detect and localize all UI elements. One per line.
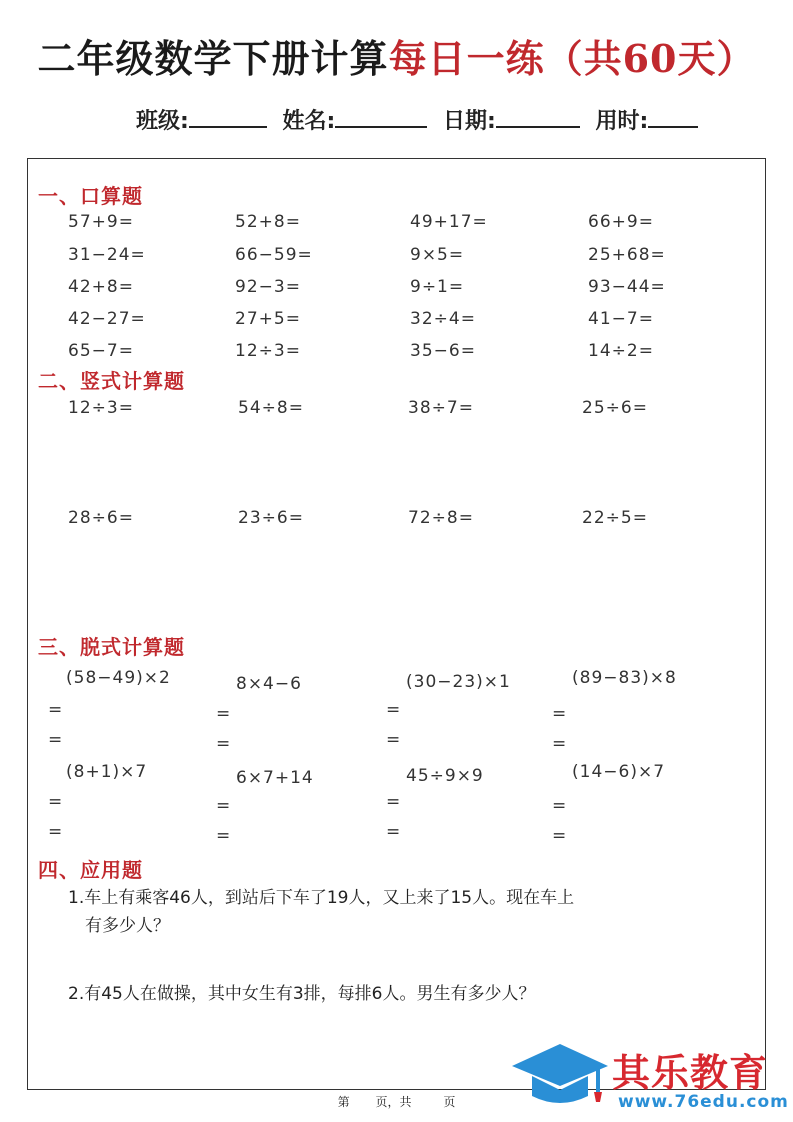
vertical-problem: 72÷8= <box>408 508 474 528</box>
oral-problem: 92−3= <box>235 277 301 297</box>
stepwise-problem: (14−6)×7 <box>572 762 666 782</box>
stepwise-problem: (30−23)×1 <box>406 672 511 692</box>
stepwise-problem: (8+1)×7 <box>66 762 148 782</box>
oral-problem: 12÷3= <box>235 341 301 361</box>
equals-sign: = <box>48 700 63 720</box>
footer-page-suffix: 页 <box>443 1095 456 1109</box>
worksheet-frame <box>27 158 766 1090</box>
oral-problem: 25+68= <box>588 245 666 265</box>
name-field[interactable] <box>335 104 427 128</box>
oral-problem: 57+9= <box>68 212 134 232</box>
oral-problem: 93−44= <box>588 277 666 297</box>
oral-problem: 42+8= <box>68 277 134 297</box>
vertical-problem: 28÷6= <box>68 508 134 528</box>
oral-problem: 35−6= <box>410 341 476 361</box>
vertical-problem: 38÷7= <box>408 398 474 418</box>
oral-problem: 9×5= <box>410 245 465 265</box>
equals-sign: = <box>386 730 401 750</box>
section-vertical-title: 二、竖式计算题 <box>38 369 185 393</box>
time-field[interactable] <box>648 104 698 128</box>
page-title <box>0 28 793 83</box>
time-label: 用时: <box>595 109 649 134</box>
oral-problem: 52+8= <box>235 212 301 232</box>
equals-sign: = <box>552 704 567 724</box>
equals-sign: = <box>386 700 401 720</box>
title-highlight: 每日一练（共60天） <box>388 36 756 81</box>
oral-problem: 65−7= <box>68 341 134 361</box>
oral-problem: 49+17= <box>410 212 488 232</box>
oral-problem: 27+5= <box>235 309 301 329</box>
vertical-problem: 22÷5= <box>582 508 648 528</box>
footer-page-prefix: 第 <box>337 1095 350 1109</box>
equals-sign: = <box>386 792 401 812</box>
stepwise-problem: 6×7+14 <box>236 768 314 788</box>
word-problem-1-line1: 1.车上有乘客46人，到站后下车了19人，又上来了15人。现在车上 <box>68 888 575 908</box>
name-label: 姓名: <box>282 109 336 134</box>
equals-sign: = <box>48 822 63 842</box>
oral-problem: 42−27= <box>68 309 146 329</box>
vertical-problem: 54÷8= <box>238 398 304 418</box>
oral-problem: 66+9= <box>588 212 654 232</box>
vertical-problem: 23÷6= <box>238 508 304 528</box>
brand-site: www.76edu.com <box>618 1092 789 1112</box>
equals-sign: = <box>216 734 231 754</box>
graduation-cap-icon <box>510 1040 610 1110</box>
equals-sign: = <box>552 734 567 754</box>
oral-problem: 32÷4= <box>410 309 476 329</box>
stepwise-problem: (89−83)×8 <box>572 668 677 688</box>
equals-sign: = <box>216 826 231 846</box>
equals-sign: = <box>216 796 231 816</box>
vertical-problem: 25÷6= <box>582 398 648 418</box>
oral-problem: 41−7= <box>588 309 654 329</box>
oral-problem: 14÷2= <box>588 341 654 361</box>
footer-page-mid: 页，共 <box>375 1095 412 1109</box>
student-info-row <box>136 104 706 135</box>
class-label: 班级: <box>136 109 189 134</box>
equals-sign: = <box>552 826 567 846</box>
title-main: 二年级数学下册计算 <box>37 36 389 81</box>
section-word-title: 四、应用题 <box>38 858 143 882</box>
word-problem-2: 2.有45人在做操，其中女生有3排，每排6人。男生有多少人？ <box>68 984 536 1004</box>
stepwise-problem: 45÷9×9 <box>406 766 484 786</box>
section-oral-title: 一、口算题 <box>38 184 143 208</box>
vertical-problem: 12÷3= <box>68 398 134 418</box>
date-field[interactable] <box>496 104 580 128</box>
date-label: 日期: <box>442 109 496 134</box>
oral-problem: 9÷1= <box>410 277 465 297</box>
equals-sign: = <box>216 704 231 724</box>
class-field[interactable] <box>189 104 267 128</box>
equals-sign: = <box>386 822 401 842</box>
section-stepwise-title: 三、脱式计算题 <box>38 635 185 659</box>
stepwise-problem: 8×4−6 <box>236 674 302 694</box>
brand-name: 其乐教育 <box>612 1051 769 1095</box>
equals-sign: = <box>48 730 63 750</box>
equals-sign: = <box>48 792 63 812</box>
stepwise-problem: (58−49)×2 <box>66 668 171 688</box>
word-problem-1-line2: 有多少人？ <box>85 916 170 936</box>
oral-problem: 31−24= <box>68 245 146 265</box>
equals-sign: = <box>552 796 567 816</box>
oral-problem: 66−59= <box>235 245 313 265</box>
